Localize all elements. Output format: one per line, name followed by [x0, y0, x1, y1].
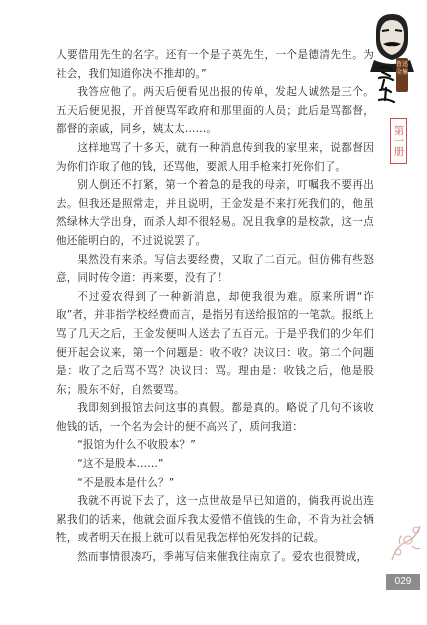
- paragraph: 我答应他了。两天后便看见出报的传单，发起人诚然是三个。五天后便见报，开首便骂军政府和那里面的人员；此后是骂都督，都督的亲戚，同乡，姨太太……。: [56, 86, 374, 136]
- volume-tag: 第一册: [390, 118, 407, 164]
- author-portrait-illustration: [368, 10, 416, 72]
- dialog-line: “报馆为什么不收股本？”: [77, 439, 196, 452]
- paragraph: 果然没有来杀。写信去要经费，又取了二百元。但仿佛有些怒意，同时传令道：再来要，没有了！: [56, 253, 374, 285]
- floral-decoration: [386, 516, 424, 566]
- paragraph: 别人倒还不打紧，第一个着急的是我的母亲，叮嘱我不要再出去。但我还是照常走，并且说明，王金发是不来打死我们的，他虽然绿林大学出身，而杀人却不很轻易。况且我拿的是校款，这一点他还能明白的，不过说说罢了。: [56, 179, 374, 247]
- paragraph: 我即刻到报馆去问这事的真假。都是真的。略说了几句不该收他钱的话，一个名为会计的便不高兴了，质问我道：: [56, 402, 374, 433]
- page-body: [56, 46, 374, 567]
- paragraph: 我就不再说下去了，这一点世故是早已知道的，倘我再说出连累我们的话来，他就会面斥我太爱惜不值钱的生命，不肯为社会牺牲，或者明天在报上就可以看见我怎样怕死发抖的记载。: [56, 495, 374, 545]
- paragraph: 人要借用先生的名字。还有一个是子英先生，一个是德清先生。为社会，我们知道你决不推却的。”: [56, 49, 374, 80]
- paragraph: 不过爱农得到了一种新消息，却使我很为难。原来所谓“诈取”者，并非指学校经费而言，是指另有送给报馆的一笔款。报纸上骂了几天之后，王金发便叫人送去了五百元。于是乎我们的少年们便开起会议来，第一个问题是：收不收？决议曰：收。第二个问题是：收了之后骂不骂？决议曰：骂。理由是：收钱之后，他是股东；股东不好，自然要骂。: [56, 290, 374, 396]
- seal-text: 鲁迅全集: [396, 61, 409, 76]
- dialog-line: “这不是股本……”: [77, 458, 164, 471]
- author-calligraphy: [376, 64, 396, 104]
- seal-stamp: [396, 58, 408, 92]
- paragraph: 然而事情很凑巧，季茀写信来催我往南京了。爱农也很赞成，: [77, 551, 368, 564]
- paragraph: 这样地骂了十多天，就有一种消息传到我的家里来，说都督因为你们诈取了他的钱，还骂他，要派人用手枪来打死你们了。: [56, 141, 374, 173]
- page-number: 029: [386, 574, 420, 590]
- dialog-line: “不是股本是什么？”: [77, 476, 175, 489]
